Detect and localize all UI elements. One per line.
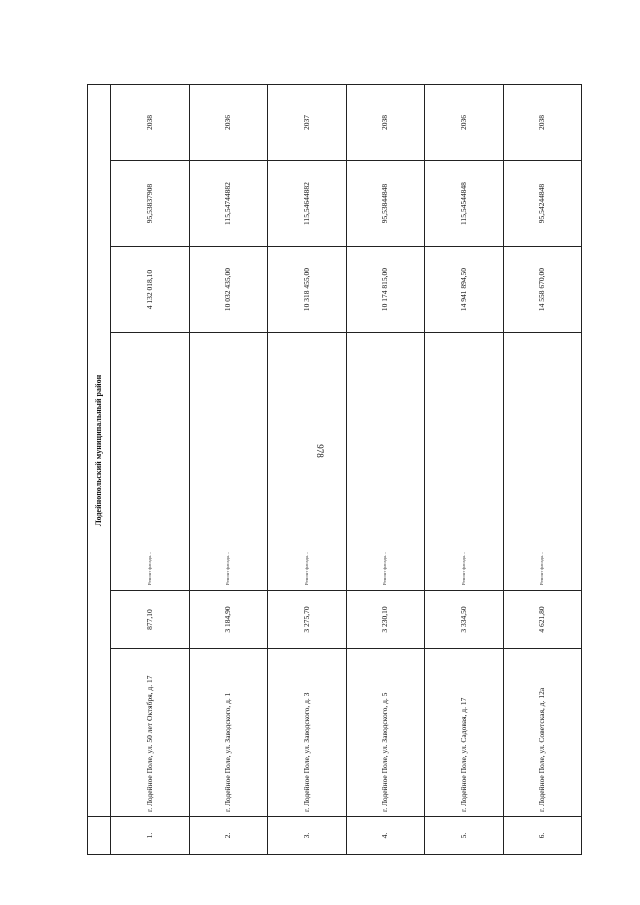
table-row [346,84,425,854]
region-header-row [88,84,111,854]
row-number: 2. [189,817,268,855]
row-year: 2037 [268,84,347,160]
row-cost: 10 032 435,00 [189,247,268,333]
table-row [425,84,504,854]
row-year: 2038 [346,84,425,160]
row-works-description: Ремонт фасада… [189,333,268,591]
row-year: 2038 [111,84,190,160]
row-area: 4 621,80 [503,591,582,649]
row-address: г. Лодейное Поле, ул. Садовая, д. 17 [425,649,504,817]
row-number: 3. [268,817,347,855]
row-cost: 10 318 455,00 [268,247,347,333]
region-title: Лодейнопольский муниципальный район [88,84,111,816]
table-row [111,84,190,854]
row-number: 6. [503,817,582,855]
row-specific-cost: 95,53837908 [111,161,190,247]
row-number: 5. [425,817,504,855]
row-address: г. Лодейное Поле, ул. Советская, д. 12а [503,649,582,817]
row-area: 3 230,10 [346,591,425,649]
row-area: 3 334,50 [425,591,504,649]
row-area: 3 275,70 [268,591,347,649]
row-works-description: Ремонт фасада… [346,333,425,591]
row-works-description: Ремонт фасада… [111,333,190,591]
table-row [268,84,347,854]
table-row [189,84,268,854]
capital-repair-table [87,84,582,855]
row-number: 1. [111,817,190,855]
row-cost: 14 941 894,50 [425,247,504,333]
row-specific-cost: 115,54644882 [268,161,347,247]
row-specific-cost: 95,53844848 [346,161,425,247]
row-year: 2036 [425,84,504,160]
row-address: г. Лодейное Поле, ул. Заводского, д. 1 [189,649,268,817]
row-specific-cost: 95,54244848 [503,161,582,247]
row-specific-cost: 115,54744882 [189,161,268,247]
row-address: г. Лодейное Поле, ул. Заводского, д. 3 [268,649,347,817]
row-cost: 10 174 815,00 [346,247,425,333]
row-address: г. Лодейное Поле, ул. Заводского, д. 5 [346,649,425,817]
row-area: 3 184,90 [189,591,268,649]
rotated-table-wrapper [87,85,582,855]
row-works-description: Ремонт фасада… [268,333,347,591]
row-cost: 14 558 670,00 [503,247,582,333]
row-year: 2038 [503,84,582,160]
row-area: 877,10 [111,591,190,649]
row-works-description: Ремонт фасада… [503,333,582,591]
row-year: 2036 [189,84,268,160]
row-specific-cost: 115,54544848 [425,161,504,247]
page-number: 978 [315,444,325,458]
row-cost: 4 132 018,10 [111,247,190,333]
table-row [503,84,582,854]
row-number: 4. [346,817,425,855]
row-works-description: Ремонт фасада… [425,333,504,591]
row-address: г. Лодейное Поле, ул. 50 лет Октября, д. 17 [111,649,190,817]
